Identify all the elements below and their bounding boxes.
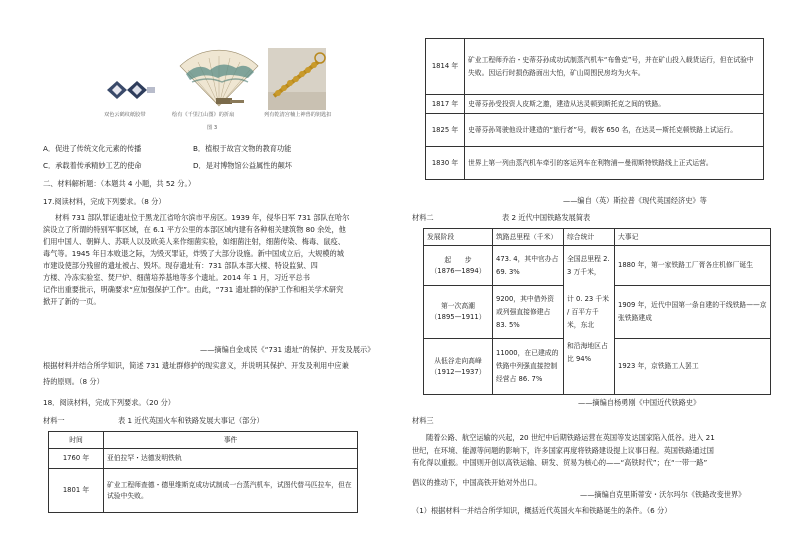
- question-17-task-cont: 持的原则。（8 分）: [43, 377, 104, 386]
- table-header: 时间: [49, 432, 104, 449]
- stage-period: （1876—1894）: [430, 266, 486, 275]
- table-cell-year: 1760 年: [49, 449, 104, 469]
- material-line: 随着公路、航空运输的兴起，20 世纪中后期铁路运营在英国等发达国家陷入低谷。进入 21: [426, 433, 715, 442]
- table-cell-stat: 和沿海地区占比 94%: [564, 339, 615, 395]
- table-1-part-a: [48, 431, 358, 513]
- question-17-heading: 17.阅读材料，完成下列要求。（8 分）: [43, 197, 166, 206]
- question-17-material: [43, 212, 388, 308]
- table-cell-stat: 计 0. 23 千米 / 百平方千米，东北: [564, 286, 615, 339]
- material-line: 掀开了新的一页。: [43, 297, 101, 306]
- material-3-source: ——摘编自克里斯蒂安・沃尔玛尔《铁路改变世界》: [580, 490, 746, 499]
- stage-period: （1895—1911）: [430, 313, 486, 321]
- stage-name: 起 步: [444, 255, 472, 264]
- stage-name: 第一次高潮: [441, 302, 475, 310]
- table-cell-event: 世界上第一列由蒸汽机车牵引的客运列车在利物浦—曼彻斯特铁路线上正式运营。: [465, 147, 764, 180]
- table-header: 发展阶段: [424, 229, 493, 246]
- material-line: 倡议的推动下，中国高铁开始对外出口。: [412, 477, 542, 487]
- table-cell-year: 1830 年: [426, 147, 465, 180]
- keychain-image: [268, 48, 326, 110]
- figure-caption-fan: 绘有《千里江山图》的折扇: [172, 112, 235, 118]
- figure-label: 图 3: [207, 125, 218, 131]
- stage-period: （1912—1937）: [430, 367, 486, 376]
- table-cell-event: 1880 年，第一家铁路工厂胥各庄机修厂诞生: [615, 246, 771, 286]
- table-cell-event: 1909 年，近代中国第一条自建的干线铁路——京张铁路建成: [615, 286, 771, 339]
- table-cell-km: 11000，在已建成的铁路中列强直接控制经营占 86. 7%: [493, 339, 564, 395]
- material-3-label: 材料三: [412, 416, 434, 425]
- material-line: 有化得以重振。中国则开创以高铁运输、研发、贸易为核心的——“高铁时代”；在“一带一路”: [412, 458, 708, 468]
- material-3-text: [412, 432, 777, 489]
- table-2: [423, 228, 771, 395]
- table-cell-year: 1801 年: [49, 469, 104, 513]
- table-header: 综合统计: [564, 229, 615, 246]
- table-cell-km: 473. 4，其中官办占 69. 3%: [493, 246, 564, 286]
- table-cell-year: 1814 年: [426, 39, 465, 95]
- material-line: 市建设使部分残留的遗址被占、毁坏。现存遗址有：731 部队本部大楼、特设监狱、四: [43, 261, 318, 270]
- table-cell-km: 9200，其中借外资或列强直接修建占 83. 5%: [493, 286, 564, 339]
- material-line: 材料 731 部队罪证遗址位于黑龙江省哈尔滨市平房区。1939 年，侵华日军 731 部队在哈尔: [55, 213, 350, 222]
- table-cell-event: 史蒂芬孙驾驶他设计建造的“旅行者”号，载客 650 名，在达灵—斯托克顿铁路上试运行。: [465, 114, 764, 147]
- question-18-heading: 18．阅读材料，完成下列要求。（20 分）: [43, 398, 175, 407]
- material-line: 毒气等。1945 年日本败退之际，为毁灭罪证，炸毁了大部分设施。新中国成立后，大规模的城: [43, 249, 344, 258]
- section-heading: 二、材料解析题：（本题共 4 小题，共 52 分。）: [43, 179, 196, 188]
- material-line: 世纪，在环境、能源等问题的影响下，许多国家再度将铁路建设提上议事日程。英国铁路通过国: [412, 445, 714, 455]
- material-line: 滨设立了所谓的特别军事区域，在 6.1 平方公里的本部区域内建有各种相关建筑物 80 余处，他: [43, 225, 346, 234]
- table-cell-stat: 全国总里程 2. 3 万千米，: [564, 246, 615, 286]
- option-c: C．承载着传承精妙工艺的使命: [43, 161, 142, 170]
- figure-caption-tape: 双色云鹤纹纸胶带: [104, 112, 146, 118]
- question-17-task: 根据材料并结合所学知识，简述 731 遗址群修护的现实意义，并说明其保护、开发及利用中应兼: [43, 361, 349, 370]
- table-cell-stage: [424, 246, 493, 286]
- table-header: 事件: [104, 432, 358, 449]
- option-d: D．是对博物馆公益属性的颠坏: [193, 161, 292, 170]
- material-1-label: 材料一: [43, 416, 65, 425]
- table-cell-stage: [424, 286, 493, 339]
- table-cell-event: 1923 年，京铁路工人罢工: [615, 339, 771, 395]
- table-cell-event: 矿业工程师查德・德里维斯克成功试制成一台蒸汽机车，试图代替马匹拉车，但在试验中失败。: [104, 469, 358, 513]
- question-17-source: ——摘编自金成民《“731 遗址”的保护、开发及展示》: [200, 345, 375, 354]
- table-1-part-b: [425, 38, 764, 180]
- table-cell-year: 1817 年: [426, 95, 465, 114]
- material-line: 们用中国人、朝鲜人、苏联人以及欧美人来作细菌实验，如细菌注射，细菌传染、梅毒、鼠疫、: [43, 237, 345, 246]
- table-1-title: 表 1 近代英国火车和铁路发展大事记（部分）: [118, 416, 264, 425]
- material-2-label: 材料二: [412, 213, 434, 222]
- option-b: B．植根于故宫文物的教育功能: [193, 144, 292, 153]
- table-cell-event: 史蒂芬孙受投资人皮斯之邀，建造从达灵顿到斯托克之间的铁路。: [465, 95, 764, 114]
- option-a: A．促进了传统文化元素的传播: [43, 144, 142, 153]
- tape-image: [103, 78, 155, 100]
- figure-caption-keychain: 列有乾清宫楠上神兽的钥匙扣: [264, 112, 332, 118]
- question-18-task-1: （1）根据材料一并结合所学知识，概括近代英国火车和铁路诞生的条件。（6 分）: [412, 506, 672, 515]
- material-line: 记作出重要批示，明确要求“应加强保护工作”。由此，“731 遗址群的保护工作和相关学术研究: [43, 285, 344, 294]
- table-header: 筑路总里程（千米）: [493, 229, 564, 246]
- stage-name: 从低谷走向高峰: [434, 356, 482, 365]
- table-2-title: 表 2 近代中国铁路发展简表: [502, 213, 591, 222]
- fan-image: [178, 48, 260, 110]
- table-cell-event: 亚伯拉罕・达德发明铁轨: [104, 449, 358, 469]
- table-cell-year: 1825 年: [426, 114, 465, 147]
- table-cell-event: 矿业工程师乔治・史蒂芬孙成功试制蒸汽机车“布鲁克”号，并在矿山投入载货运行，但在试验中失败。因运行时损伤路面出大怕，矿山周围民房均为火车。: [465, 39, 764, 95]
- table-header: 大事记: [615, 229, 771, 246]
- material-line: 方楼、冷冻实验室、焚尸炉、细菌培养基地等多个遗址。2014 年 1 月，习近平总书: [43, 273, 310, 282]
- table-cell-stage: [424, 339, 493, 395]
- material-2-source: ——摘编自杨勇刚《中国近代铁路史》: [578, 398, 701, 407]
- material-1-source: ——编自（英）斯拉普《现代英国经济史》等: [563, 196, 707, 205]
